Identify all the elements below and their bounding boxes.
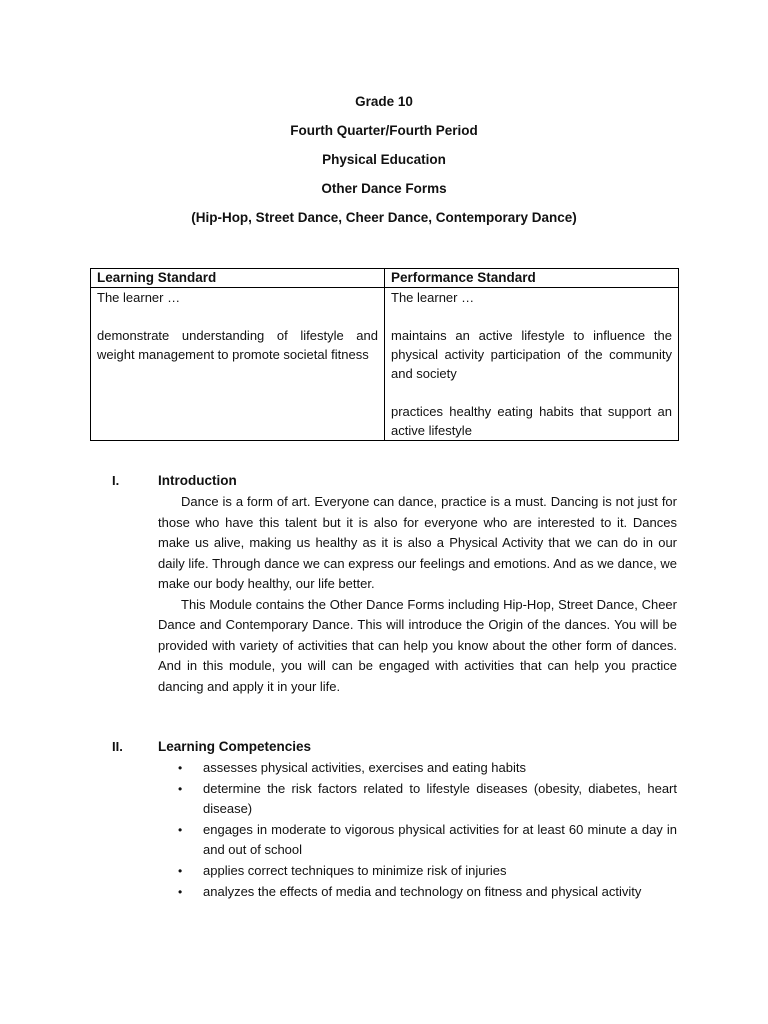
learning-standard-intro: The learner … <box>97 290 181 305</box>
bullet-icon: • <box>178 864 183 878</box>
list-item-text: determine the risk factors related to lifestyle diseases (obesity, diabetes, heart disease) <box>203 781 677 816</box>
list-item <box>158 758 677 778</box>
bullet-icon: • <box>178 782 183 796</box>
subject-title: Physical Education <box>322 152 446 167</box>
competencies-list <box>158 758 677 903</box>
performance-standard-intro: The learner … <box>391 290 475 305</box>
document-header <box>0 92 768 237</box>
performance-standard-text-1: maintains an active lifestyle to influence the physical activity participation of the community and society <box>391 328 672 381</box>
standards-table <box>90 268 679 441</box>
table-header-row <box>91 269 679 288</box>
list-item-text: assesses physical activities, exercises and eating habits <box>203 760 526 775</box>
list-item <box>158 779 677 819</box>
list-item <box>158 861 677 881</box>
list-item <box>158 820 677 860</box>
bullet-icon: • <box>178 823 183 837</box>
competencies-heading: Learning Competencies <box>158 739 312 754</box>
performance-standard-text-2: practices healthy eating habits that support an active lifestyle <box>391 404 672 438</box>
section-numeral: I. <box>112 473 120 488</box>
list-item-text: engages in moderate to vigorous physical activities for at least 60 minute a day in and out of school <box>203 822 677 857</box>
subtopics-title: (Hip-Hop, Street Dance, Cheer Dance, Contemporary Dance) <box>191 210 577 225</box>
performance-standard-cell <box>385 288 679 441</box>
learning-standard-header: Learning Standard <box>91 269 385 288</box>
learning-standard-cell <box>91 288 385 441</box>
bullet-icon: • <box>178 761 183 775</box>
section-numeral: II. <box>112 739 123 754</box>
grade-title: Grade 10 <box>355 94 413 109</box>
introduction-paragraph-1: Dance is a form of art. Everyone can dance, practice is a must. Dancing is not just for those who have this talent but it is also for everyone who are interested to it. Dances make us alive, making us healthy as it is also a Physical Activity that we can do in our daily life. Through dance we can express our feelings and emotions. And as we dance, we make our body healthy, our life better. <box>158 494 677 591</box>
introduction-body <box>158 492 677 697</box>
list-item-text: analyzes the effects of media and technology on fitness and physical activity <box>203 884 642 899</box>
bullet-icon: • <box>178 885 183 899</box>
introduction-paragraph-2: This Module contains the Other Dance Forms including Hip-Hop, Street Dance, Cheer Dance and Contemporary Dance. This will introduce the Origin of the dances. You will be provided with variety of activities that can help you know about the other form of dances. And in this module, you will can be engaged with activities that can help you practice dancing and apply it in your life. <box>158 596 677 694</box>
quarter-title: Fourth Quarter/Fourth Period <box>290 123 478 138</box>
list-item <box>158 882 677 902</box>
table-row <box>91 288 679 441</box>
list-item-text: applies correct techniques to minimize risk of injuries <box>203 863 507 878</box>
topic-title: Other Dance Forms <box>321 181 447 196</box>
performance-standard-header: Performance Standard <box>385 269 679 288</box>
learning-standard-text: demonstrate understanding of lifestyle and weight management to promote societal fitness <box>97 328 378 362</box>
introduction-heading: Introduction <box>158 473 237 488</box>
